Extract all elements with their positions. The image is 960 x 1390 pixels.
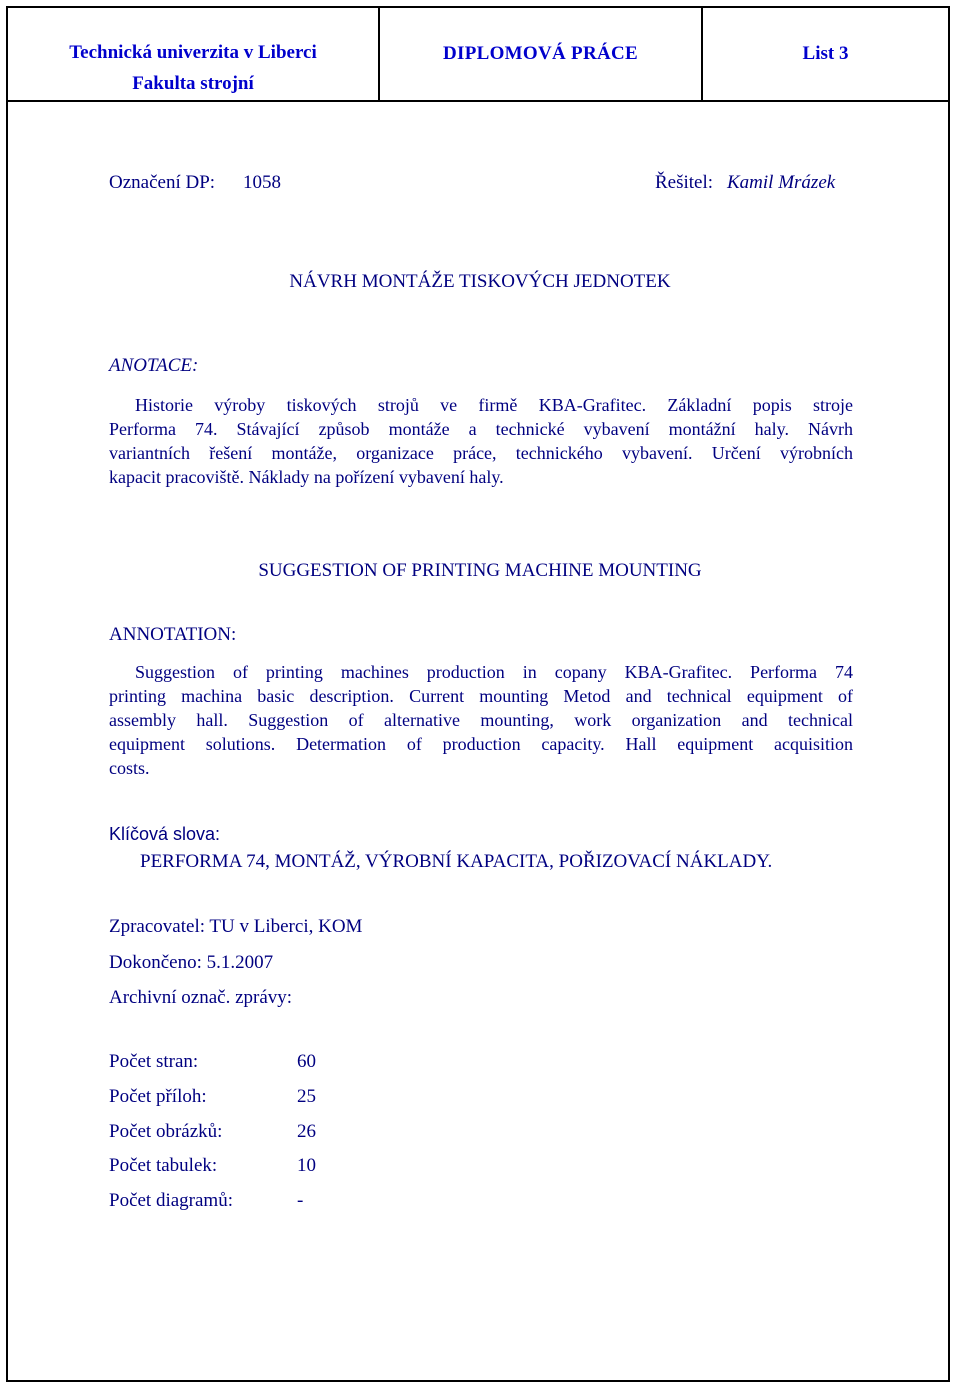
czech-annotation-line: variantních řešení montáže, organizace práce, technického vybavení. Určení výrobních: [109, 443, 853, 463]
english-annotation-line: printing machina basic description. Current mounting Metod and technical equipment of: [109, 686, 853, 706]
english-annotation-text: [109, 660, 853, 780]
english-annotation-line: equipment solutions. Determation of production capacity. Hall equipment acquisition: [109, 734, 853, 754]
stat-label-appendices: Počet příloh:: [109, 1086, 207, 1107]
document-type: DIPLOMOVÁ PRÁCE: [380, 8, 703, 100]
english-title: SUGGESTION OF PRINTING MACHINE MOUNTING: [258, 560, 702, 581]
stat-label-pages: Počet stran:: [109, 1051, 199, 1072]
stat-value-appendices: 25: [297, 1086, 316, 1107]
processor-line: Zpracovatel: TU v Liberci, KOM: [109, 916, 363, 937]
keywords-label: Klíčová slova:: [109, 824, 221, 844]
stat-value-figures: 26: [297, 1121, 316, 1142]
stat-label-diagrams: Počet diagramů:: [109, 1190, 233, 1211]
czech-title: NÁVRH MONTÁŽE TISKOVÝCH JEDNOTEK: [289, 271, 671, 292]
stat-value-tables: 10: [297, 1155, 316, 1176]
stat-value-diagrams: -: [297, 1190, 304, 1211]
solver-name: Kamil Mrázek: [727, 172, 836, 193]
header-institution-cell: [8, 8, 380, 100]
czech-annotation-text: [109, 393, 853, 489]
czech-annotation-line: kapacit pracoviště. Náklady na pořízení vybavení haly.: [109, 467, 504, 487]
designation-label: Označení DP:: [109, 172, 216, 193]
czech-annotation-line: Historie výroby tiskových strojů ve firmě KBA-Grafitec. Základní popis stroje: [135, 395, 853, 415]
keywords-value: PERFORMA 74, MONTÁŽ, VÝROBNÍ KAPACITA, POŘIZOVACÍ NÁKLADY.: [140, 851, 773, 872]
english-annotation-line: assembly hall. Suggestion of alternative mounting, work organization and technical: [109, 710, 853, 730]
header-table: [8, 8, 948, 102]
czech-annotation-heading: ANOTACE:: [109, 355, 199, 376]
english-annotation-line: costs.: [109, 758, 150, 778]
archive-line: Archivní označ. zprávy:: [109, 987, 293, 1008]
stat-value-pages: 60: [297, 1051, 316, 1072]
university-name: Technická univerzita v Liberci: [69, 42, 317, 63]
stat-label-tables: Počet tabulek:: [109, 1155, 218, 1176]
designation-value: 1058: [243, 172, 281, 193]
english-annotation-line: Suggestion of printing machines production in copany KBA-Grafitec. Performa 74: [135, 662, 853, 682]
stat-label-figures: Počet obrázků:: [109, 1121, 223, 1142]
sheet-number: List 3: [802, 43, 849, 64]
czech-annotation-line: Performa 74. Stávající způsob montáže a technické vybavení montážní haly. Návrh: [109, 419, 853, 439]
completed-line: Dokončeno: 5.1.2007: [109, 952, 274, 973]
english-annotation-heading: ANNOTATION:: [109, 624, 237, 645]
faculty-name: Fakulta strojní: [132, 73, 254, 94]
solver-label: Řešitel:: [655, 172, 714, 193]
